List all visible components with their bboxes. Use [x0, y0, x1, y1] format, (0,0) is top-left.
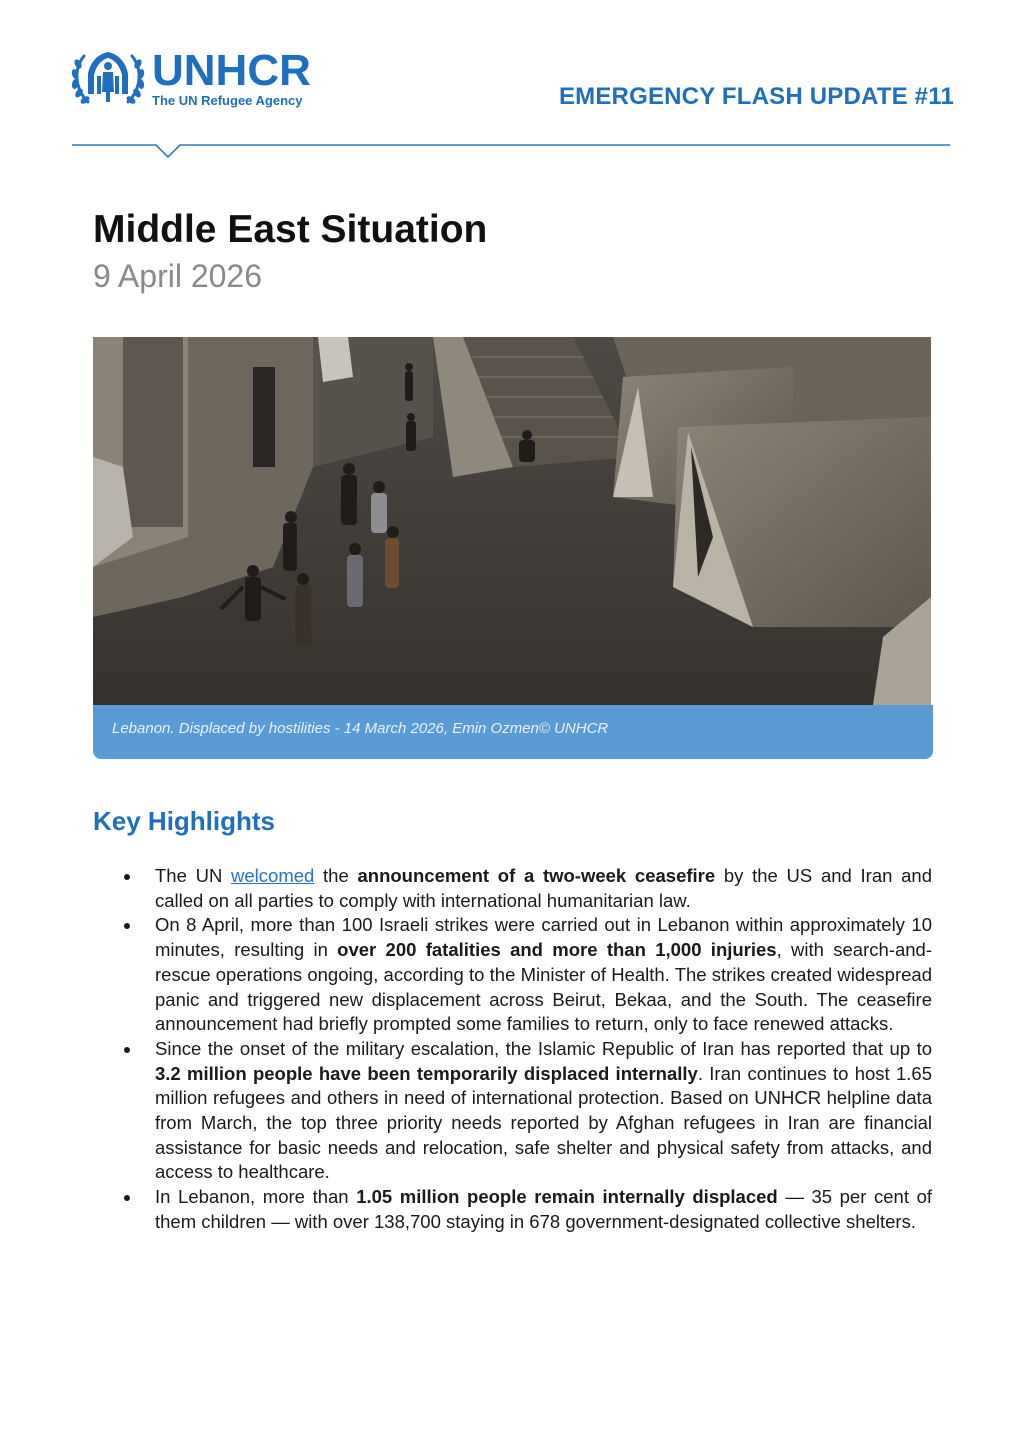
photo-caption: Lebanon. Displaced by hostilities - 14 March 2026, Emin Ozmen© UNHCR [112, 720, 609, 737]
emphasis-text: 1.05 million people remain internally displaced [356, 1186, 778, 1208]
unhcr-emblem-icon [70, 48, 146, 110]
welcomed-link[interactable]: welcomed [231, 865, 315, 886]
page-date: 9 April 2026 [93, 258, 263, 294]
text-segment: On 8 April, more than 100 Israeli strikes were carried out in Lebanon within approximately 10 minutes, resulting in [155, 914, 932, 961]
key-highlights-heading: Key Highlights [93, 806, 276, 836]
text-segment: In Lebanon, more than [155, 1186, 357, 1208]
highlight-item-lebanon-strikes [120, 913, 932, 1037]
emphasis-text: 3.2 million people have been temporarily displaced internally [155, 1062, 698, 1084]
flash-update-title: EMERGENCY FLASH UPDATE #11 [558, 83, 954, 110]
text-segment: the [314, 865, 358, 886]
text-segment: Since the onset of the military escalation, the Islamic Republic of Iran has reported that up to [155, 1037, 932, 1059]
text-segment: by the US and Iran and called on all parties to comply with international humanitarian law. [155, 865, 932, 911]
emphasis-text: over 200 fatalities and more than 1,000 injuries [337, 939, 777, 961]
bullet-icon [124, 1195, 130, 1201]
emphasis-text: announcement of a two-week ceasefire [357, 865, 716, 886]
shelter-photo-illustration [93, 337, 931, 705]
bullet-icon [124, 874, 130, 880]
hero-photo [93, 337, 931, 705]
logo-wordmark: UNHCR [152, 45, 311, 95]
page-title: Middle East Situation [93, 208, 488, 251]
bullet-icon [124, 1047, 130, 1053]
text-segment: . Iran continues to host 1.65 million refugees and others in need of international protection. Based on UNHCR helpline data from March, the top three priority needs reported by Afghan refugees in Iran are financial assistance for basic needs and relocation, safe shelter and physical safety from attacks, and access to healthcare. [155, 1062, 932, 1183]
photo-caption-bar [93, 705, 933, 759]
logo-tagline: The UN Refugee Agency [152, 92, 303, 108]
header-divider [72, 144, 950, 164]
page-header [0, 0, 1024, 170]
key-highlights-list [120, 864, 932, 1235]
unhcr-logo[interactable] [70, 45, 311, 110]
highlight-item-lebanon-idps [120, 1185, 932, 1234]
highlight-item-iran-displacement [120, 1037, 932, 1185]
text-segment: The UN [155, 865, 232, 886]
text-segment: — 35 per cent of them children — with over 138,700 staying in 678 government-designated collective shelters. [155, 1186, 932, 1232]
bullet-icon [124, 923, 130, 929]
highlight-item-ceasefire [120, 864, 932, 913]
text-segment: , with search-and-rescue operations ongoing, according to the Minister of Health. The strikes created widespread panic and triggered new displacement across Beirut, Bekaa, and the South. The ceasefire announcement had briefly prompted some families to return, only to face renewed attacks. [155, 939, 932, 1035]
